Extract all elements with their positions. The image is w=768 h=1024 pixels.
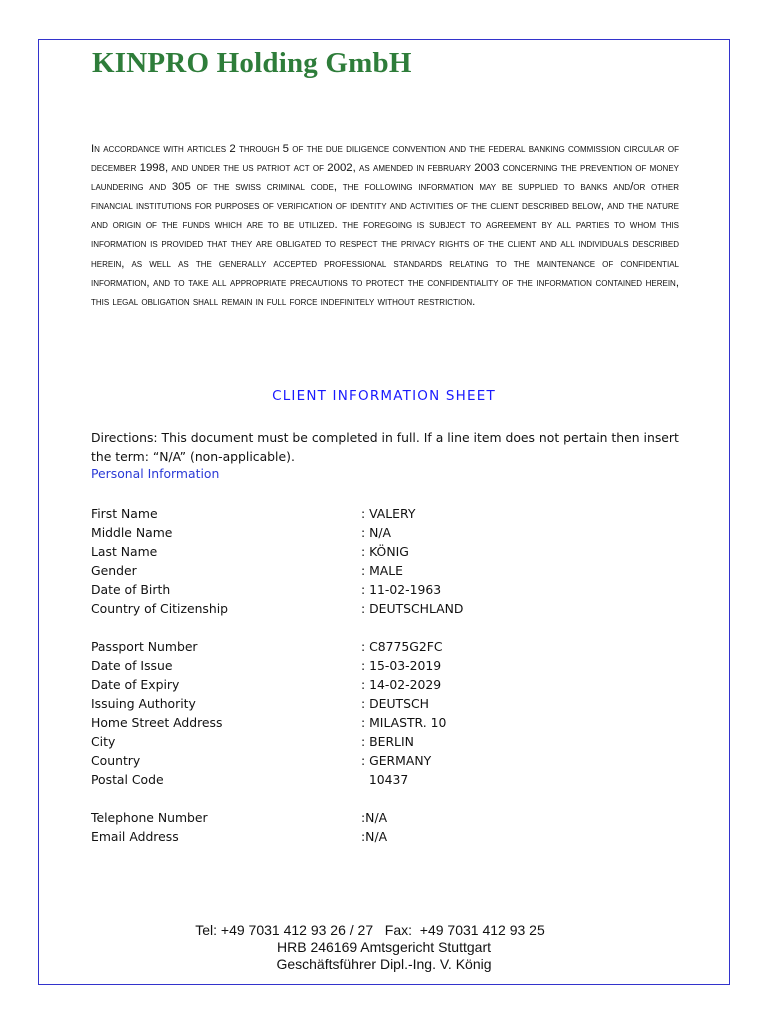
directions-text: Directions: This document must be completed in full. If a line item does not pertain then insert the term: “N/A” (non-applicable). [91,430,679,464]
footer-managing-director: Geschäftsführer Dipl.-Ing. V. König [276,956,492,972]
field-value: : VALERY [361,506,416,521]
field-label: Last Name [91,544,158,559]
field-label: Date of Birth [91,582,171,597]
field-label: Middle Name [91,525,173,540]
client-fields-list [91,504,651,846]
field-row [91,656,651,675]
field-value: : DEUTSCH [361,696,429,711]
field-row [91,713,651,732]
field-row [91,637,651,656]
field-row [91,675,651,694]
field-row [91,561,651,580]
company-logo-text: KINPRO Holding GmbH [92,47,412,79]
field-row [91,542,651,561]
field-value: : BERLIN [361,734,414,749]
field-label: Gender [91,563,137,578]
field-row [91,770,651,789]
field-value: : MALE [361,563,404,578]
field-row [91,599,651,618]
field-value: : N/A [361,525,392,540]
footer-registration: HRB 246169 Amtsgericht Stuttgart [277,939,491,955]
field-label: Country [91,753,141,768]
field-value: : 11-02-1963 [361,582,442,597]
legal-intro-paragraph: In accordance with articles 2 through 5 of the due diligence convention and the federal banking commission circular of december 1998, and under the us patriot act of 2002, as amended in february 2003 concerning the prevention of money laundering and 305 of the swiss criminal code, the following information may be supplied to banks and/or other financial institutions for purposes of verification of identity and activities of the client described below, and the nature and origin of the funds which are to be utilized. the foregoing is subject to agreement by all parties to whom this information is provided that they are obligated to respect the privacy rights of the client and all individuals described herein, as well as the generally accepted professional standards relating to the maintenance of confidential information, and to take all appropriate precautions to protect the confidentiality of the information contained herein, this legal obligation shall remain in full force indefinitely without restriction. [91,143,679,308]
field-label: First Name [91,506,158,521]
field-label: Passport Number [91,639,198,654]
sheet-title: CLIENT INFORMATION SHEET [272,388,496,404]
footer-contact-block [0,922,768,973]
field-value: : KÖNIG [361,544,409,559]
field-label: Email Address [91,829,179,844]
field-value: : DEUTSCHLAND [361,601,464,616]
field-value: 10437 [361,772,409,787]
field-value: : GERMANY [361,753,432,768]
footer-phone-fax: Tel: +49 7031 412 93 26 / 27 Fax: +49 7031 412 93 25 [195,922,545,938]
field-label: Date of Issue [91,658,173,673]
field-value: : 14-02-2029 [361,677,442,692]
field-value: :N/A [361,829,388,844]
field-row [91,580,651,599]
field-value: : 15-03-2019 [361,658,442,673]
field-label: Postal Code [91,772,164,787]
field-row [91,504,651,523]
field-label: Date of Expiry [91,677,180,692]
field-value: :N/A [361,810,388,825]
field-row [91,523,651,542]
field-row [91,751,651,770]
field-row [91,694,651,713]
field-value: : C8775G2FC [361,639,443,654]
field-row [91,827,651,846]
section-label-personal-information: Personal Information [91,466,220,481]
field-row [91,732,651,751]
field-label: Home Street Address [91,715,223,730]
field-value: : MILASTR. 10 [361,715,447,730]
field-label: Telephone Number [91,810,208,825]
field-label: Issuing Authority [91,696,196,711]
field-label: Country of Citizenship [91,601,229,616]
field-label: City [91,734,116,749]
field-row [91,808,651,827]
